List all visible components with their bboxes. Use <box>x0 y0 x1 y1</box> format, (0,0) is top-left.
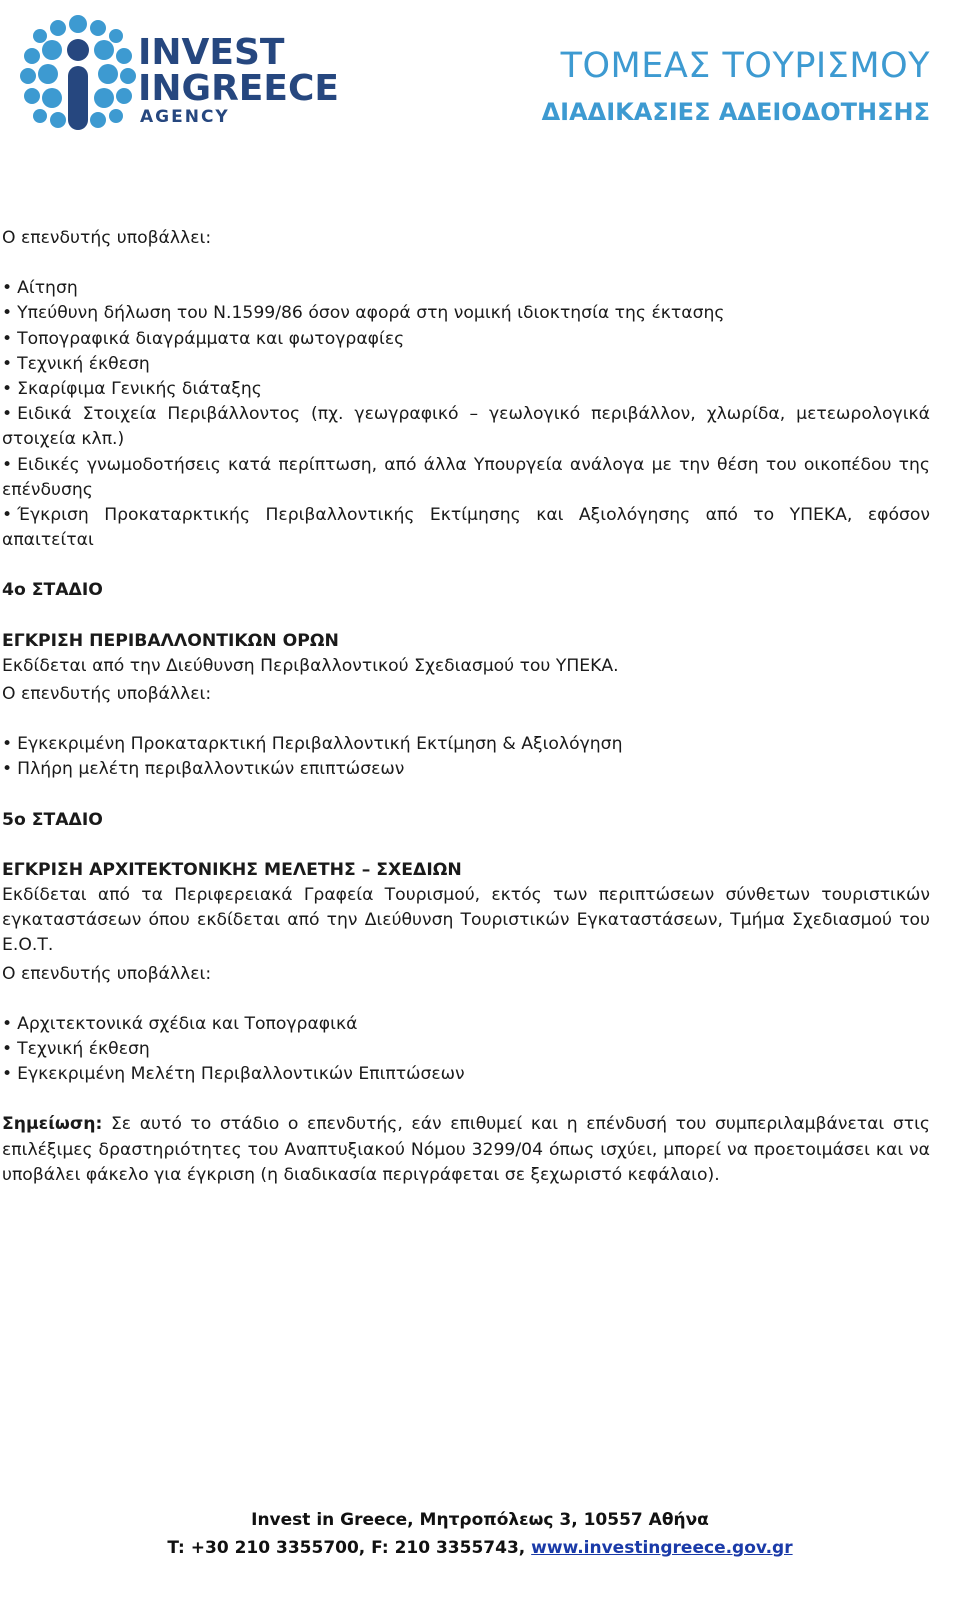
stage4-intro: Ο επενδυτής υποβάλλει: <box>2 684 212 705</box>
stage5-heading: ΕΓΚΡΙΣΗ ΑΡΧΙΤΕΚΤΟΝΙΚΗΣ ΜΕΛΕΤΗΣ – ΣΧΕΔΙΩΝ <box>2 859 462 880</box>
stage5-label: 5ο ΣΤΑΔΙΟ <box>2 809 103 830</box>
stage5-intro: Ο επενδυτής υποβάλλει: <box>2 963 212 984</box>
list-item: • Τοπογραφικά διαγράμματα και φωτογραφίες <box>2 328 405 349</box>
note-text: Σε αυτό το στάδιο ο επενδυτής, εάν επιθυμεί και η επένδυσή του συμπεριλαμβάνεται στις επιλέξιμες δραστηριότητες του Αναπτυξιακού Νόμου 3299/04 όπως ισχύει, μπορεί να προετοιμάσει και να υποβάλει φάκελο για έγκριση (η διαδικασία περιγράφεται σε ξεχωριστό κεφάλαιο). <box>2 1114 930 1185</box>
section1-intro: Ο επενδυτής υποβάλλει: <box>2 228 212 248</box>
stage4-heading: ΕΓΚΡΙΣΗ ΠΕΡΙΒΑΛΛΟΝΤΙΚΩΝ ΟΡΩΝ <box>2 630 339 651</box>
list-item: • Τεχνική έκθεση <box>2 353 150 374</box>
invest-in-greece-logo <box>18 14 348 144</box>
list-item: • Ειδικά Στοιχεία Περιβάλλοντος (πχ. γεωγραφικό – γεωλογικό περιβάλλον, χλωρίδα, μετεωρολογικά στοιχεία κλπ.) <box>2 404 930 450</box>
stage4-text: Εκδίδεται από την Διεύθυνση Περιβαλλοντικού Σχεδιασμού του ΥΠΕΚΑ. <box>2 655 619 676</box>
sector-title: ΤΟΜΕΑΣ ΤΟΥΡΙΣΜΟΥ <box>560 46 930 86</box>
footer-phones: T: +30 210 3355700, F: 210 3355743, <box>167 1538 526 1558</box>
logo-dots-icon <box>18 14 348 144</box>
footer-website-link[interactable]: www.investingreece.gov.gr <box>531 1538 793 1558</box>
list-item: • Τεχνική έκθεση <box>2 1039 150 1060</box>
stage4-list <box>2 732 930 782</box>
stage4-label: 4ο ΣΤΑΔΙΟ <box>2 580 103 601</box>
list-item: • Ειδικές γνωμοδοτήσεις κατά περίπτωση, από άλλα Υπουργεία ανάλογα με την θέση του οικοπέδου της επένδυσης <box>2 454 930 500</box>
logo-line1: INVEST <box>138 32 285 73</box>
list-item: • Έγκριση Προκαταρκτικής Περιβαλλοντικής Εκτίμησης και Αξιολόγησης από το ΥΠΕΚΑ, εφόσον απαιτείται <box>2 505 930 551</box>
page-header <box>0 0 960 160</box>
list-item: • Υπεύθυνη δήλωση του Ν.1599/86 όσον αφορά στη νομική ιδιοκτησία της έκτασης <box>2 303 725 324</box>
logo-line3: AGENCY <box>140 107 230 127</box>
list-item: • Εγκεκριμένη Προκαταρκτική Περιβαλλοντική Εκτίμηση & Αξιολόγηση <box>2 734 623 755</box>
stage5-note <box>2 1112 930 1188</box>
list-item: • Αίτηση <box>2 278 78 299</box>
list-item: • Πλήρη μελέτη περιβαλλοντικών επιπτώσεων <box>2 759 405 780</box>
section1-list <box>2 276 930 553</box>
stage5-list <box>2 1012 930 1088</box>
list-item: • Αρχιτεκτονικά σχέδια και Τοπογραφικά <box>2 1013 358 1034</box>
list-item: • Εγκεκριμένη Μελέτη Περιβαλλοντικών Επιπτώσεων <box>2 1064 465 1085</box>
sector-subtitle: ΔΙΑΔΙΚΑΣΙΕΣ ΑΔΕΙΟΔΟΤΗΣΗΣ <box>541 98 930 126</box>
footer-contact <box>0 1538 960 1558</box>
footer-address: Invest in Greece, Μητροπόλεως 3, 10557 Αθήνα <box>251 1510 709 1530</box>
note-label: Σημείωση: <box>2 1114 103 1135</box>
logo-line2: INGREECE <box>138 68 339 109</box>
stage5-text: Εκδίδεται από τα Περιφερειακά Γραφεία Τουρισμού, εκτός των περιπτώσεων σύνθετων τουριστικών εγκαταστάσεων όπου εκδίδεται από την Διεύθυνση Τουριστικών Εγκαταστάσεων, Τμήμα Σχεδιασμού του Ε.Ο.Τ. <box>2 885 930 956</box>
document-body <box>2 226 930 1188</box>
list-item: • Σκαρίφιμα Γενικής διάταξης <box>2 379 262 400</box>
